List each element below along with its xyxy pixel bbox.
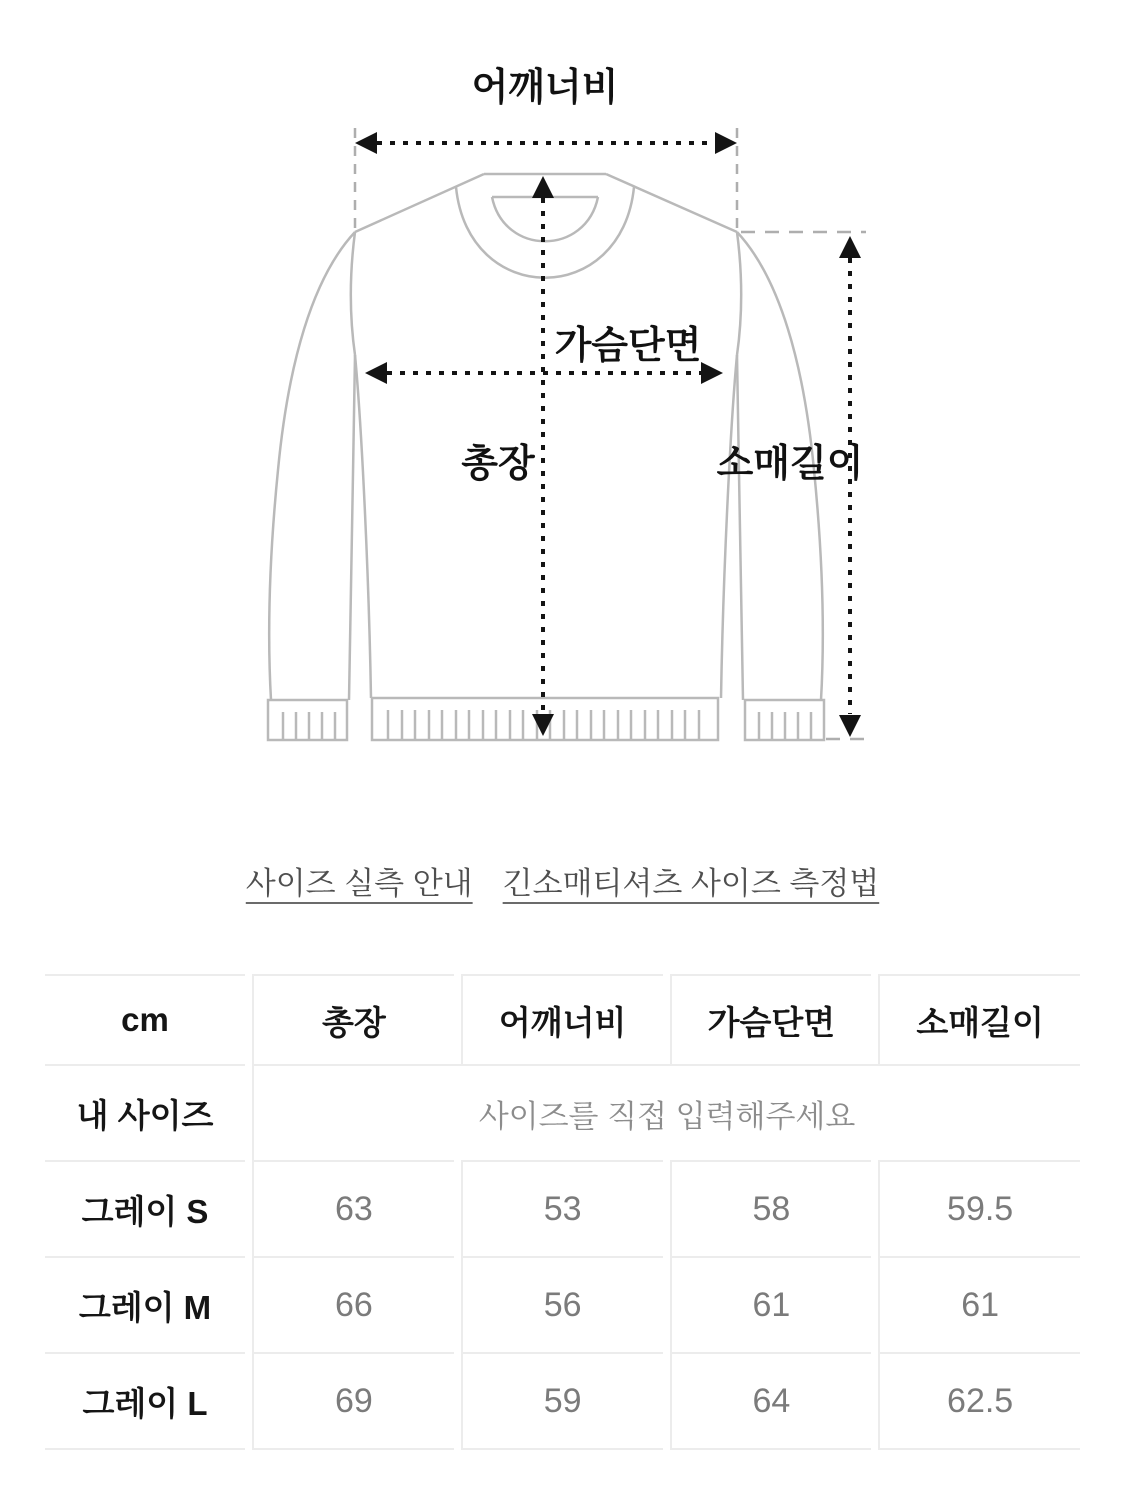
left-body-side <box>355 355 371 698</box>
size-row-label: 그레이 M <box>45 1256 245 1352</box>
size-value: 66 <box>252 1256 454 1352</box>
chest-arrowhead-left <box>365 362 387 384</box>
table-header-shoulder: 어깨너비 <box>461 974 663 1064</box>
table-header-sleeve: 소매길이 <box>878 974 1080 1064</box>
left-sleeve-inner <box>349 355 355 700</box>
size-measure-guide-link[interactable]: 사이즈 실측 안내 <box>245 865 473 901</box>
collar-inner-curve <box>492 197 598 241</box>
shoulder-arrowhead-left <box>355 132 377 154</box>
left-armhole <box>351 232 355 355</box>
right-sleeve-inner <box>737 355 743 700</box>
size-table <box>45 974 1080 1450</box>
size-value: 59.5 <box>878 1160 1080 1256</box>
size-value: 56 <box>461 1256 663 1352</box>
shoulder-width-label: 어깨너비 <box>471 67 619 109</box>
right-cuff-ribs <box>759 712 811 739</box>
size-value: 63 <box>252 1160 454 1256</box>
size-row-label: 그레이 L <box>45 1352 245 1450</box>
chest-arrowhead-right <box>701 362 723 384</box>
table-header-length: 총장 <box>252 974 454 1064</box>
measure-arrows <box>355 132 861 737</box>
total-length-label: 총장 <box>461 443 535 485</box>
table-header-chest: 가슴단면 <box>670 974 872 1064</box>
size-value: 59 <box>461 1352 663 1450</box>
size-value: 53 <box>461 1160 663 1256</box>
table-header-unit: cm <box>45 974 245 1064</box>
sleeve-length-label: 소매길이 <box>716 443 864 485</box>
shoulder-arrowhead-right <box>715 132 737 154</box>
left-sleeve-outer <box>269 232 355 700</box>
my-size-input[interactable]: 사이즈를 직접 입력해주세요 <box>252 1064 1080 1160</box>
size-value: 64 <box>670 1352 872 1450</box>
my-size-label: 내 사이즈 <box>45 1064 245 1160</box>
size-value: 69 <box>252 1352 454 1450</box>
measure-method-link[interactable]: 긴소매티셔츠 사이즈 측정법 <box>502 865 880 901</box>
size-guide-links <box>0 856 1125 904</box>
sleeve-arrowhead-bottom <box>839 715 861 737</box>
right-armhole <box>737 232 741 355</box>
chest-width-label: 가슴단면 <box>554 325 702 367</box>
left-cuff-ribs <box>283 712 335 739</box>
size-value: 61 <box>670 1256 872 1352</box>
sleeve-arrowhead-top <box>839 236 861 258</box>
size-row-label: 그레이 S <box>45 1160 245 1256</box>
size-value: 61 <box>878 1256 1080 1352</box>
right-body-side <box>721 355 737 698</box>
size-value: 62.5 <box>878 1352 1080 1450</box>
length-arrowhead-top <box>532 176 554 198</box>
size-value: 58 <box>670 1160 872 1256</box>
guide-lines <box>355 128 866 739</box>
